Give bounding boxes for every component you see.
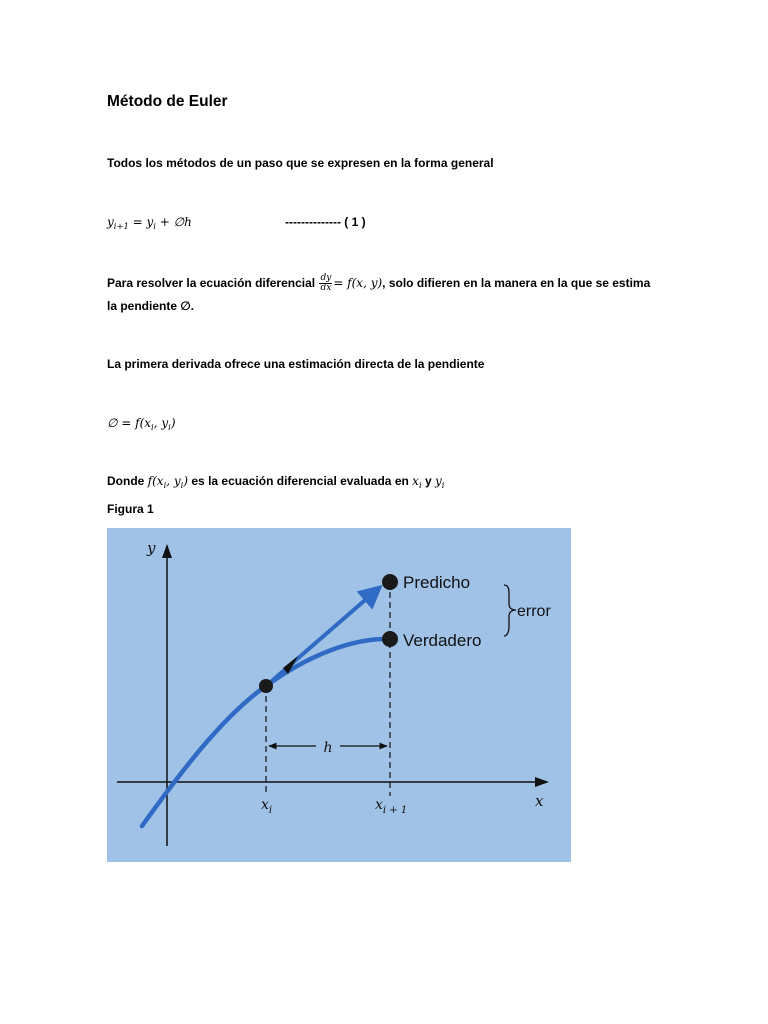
paragraph-derivative-context: Para resolver la ecuación diferencial $\frac{dy}{dx}$ = f(x, y), solo difieren en la manera en la que se estima xyxy=(107,273,651,294)
page-title: Método de Euler xyxy=(107,93,228,110)
figure-caption: Figura 1 xyxy=(107,502,154,516)
true-point xyxy=(382,631,398,647)
paragraph-first-derivative: La primera derivada ofrece una estimación directa de la pendiente xyxy=(107,357,485,371)
euler-diagram xyxy=(107,528,571,862)
initial-point xyxy=(259,679,273,693)
predicted-label: Predicho xyxy=(403,573,471,592)
x-axis-label: x xyxy=(535,792,544,810)
dy-dx-fraction: $\frac{dy}{dx}$ xyxy=(320,273,332,294)
equation-1-formula: $y_{i+1} = y_i$ + ∅h xyxy=(107,215,192,231)
predicted-point xyxy=(382,574,398,590)
y-axis-label: y xyxy=(147,539,156,557)
equation-1 xyxy=(107,212,407,232)
equation-1-tag: -------------- ( 1 ) xyxy=(285,215,366,229)
x-i-tick-label: $x_i$ xyxy=(261,797,273,816)
true-label: Verdadero xyxy=(403,631,482,650)
intro-paragraph: Todos los métodos de un paso que se expresen en la forma general xyxy=(107,156,494,170)
step-h-label: h xyxy=(323,740,333,756)
paragraph-derivative-context-line2: la pendiente ∅. xyxy=(107,299,194,313)
figure-background xyxy=(107,528,571,862)
paragraph-where: Donde $f(x_i$, $y_i$) es la ecuación diferencial evaluada en $x_i$ y $y_i$ xyxy=(107,474,445,490)
euler-method-figure xyxy=(107,528,571,862)
x-i1-tick-label: $x_{i + 1}$ xyxy=(375,797,408,816)
equation-2: ∅ = $f(x_i$, $y_i$) xyxy=(107,416,176,432)
error-label: error xyxy=(517,603,551,620)
